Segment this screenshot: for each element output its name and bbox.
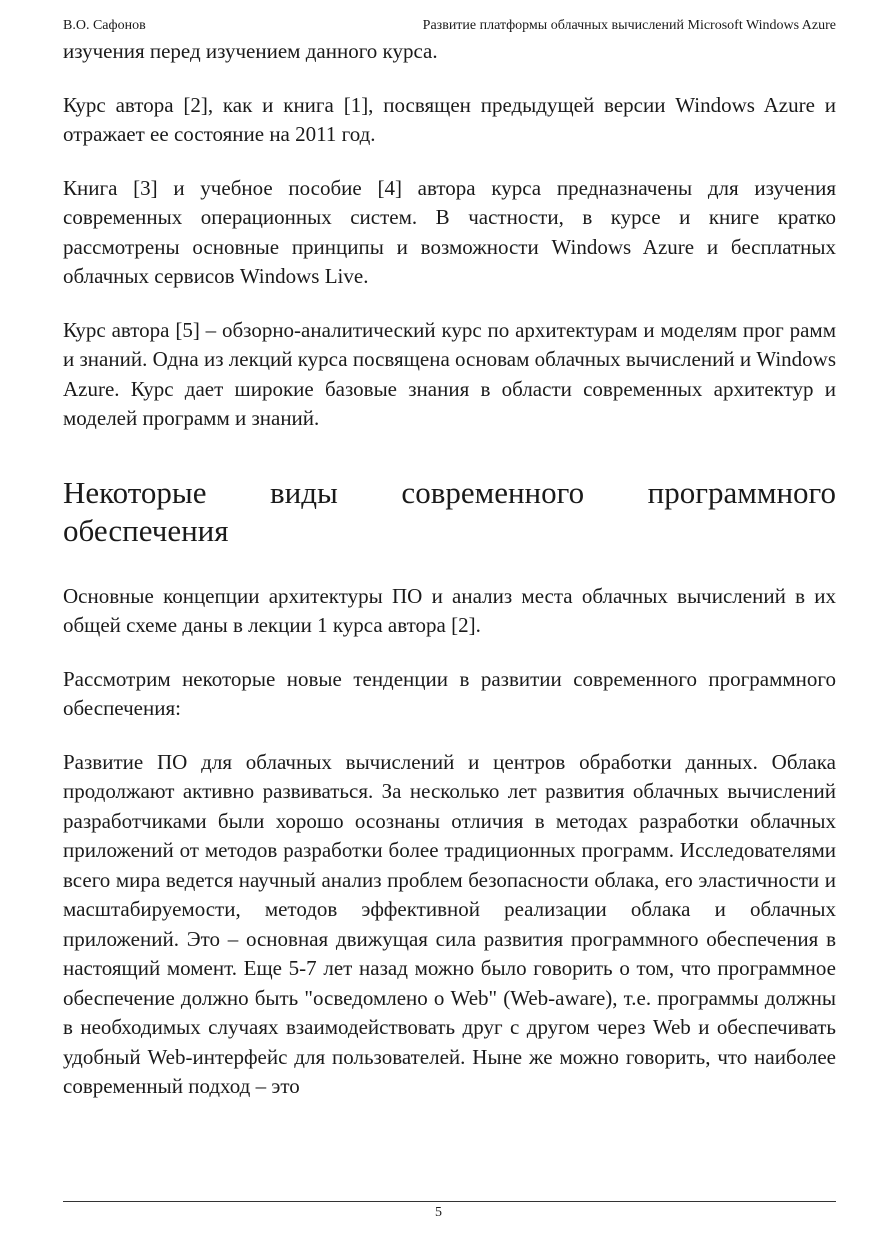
header-title: Развитие платформы облачных вычислений Microsoft Windows Azure: [422, 18, 836, 33]
page-number: 5: [435, 1205, 442, 1220]
paragraph: Курс автора [2], как и книга [1], посвящен предыдущей версии Windows Azure и отражает ее состояние на 2011 год.: [63, 92, 836, 146]
running-header: [63, 16, 836, 36]
section-heading: Некоторые виды современного программного обеспечения: [63, 474, 836, 548]
paragraph: Основные концепции архитектуры ПО и анализ места облачных вычислений в их общей схеме даны в лекции 1 курса автора [2].: [63, 583, 836, 637]
header-author: В.О. Сафонов: [63, 18, 146, 33]
paragraph: Развитие ПО для облачных вычислений и центров обработки данных. Облака продолжают активно развиваться. За несколько лет развития облачных вычислений разработчиками были хорошо осознаны отличия в методах разработки облачных приложений от методов разработки более традиционных программ. Исследователями всего мира ведется научный анализ проблем безопасности облака, его эластичности и масштабируемости, методов эффективной реализации облака и облачных приложений. Это – основная движущая сила развития программного обеспечения в настоящий момент. Еще 5-7 лет назад можно было говорить о том, что программное обеспечение должно быть "осведомлено о Web" (Web-aware), т.е. программы должны в необходимых случаях взаимодействовать друг с другом через Web и обеспечивать удобный Web-интерфейс для пользователей. Ныне же можно говорить, что наиболее современный подход – это: [63, 749, 836, 1098]
paragraph: Книга [3] и учебное пособие [4] автора курса предназначены для изучения современных операционных систем. В частности, в курсе и книге кратко рассмотрены основные принципы и возможности Windows Azure и бесплатных облачных сервисов Windows Live.: [63, 175, 836, 288]
paragraph: Курс автора [5] – обзорно-аналитический курс по архитектурам и моделям прог рамм и знаний. Одна из лекций курса посвящена основам облачных вычислений и Windows Azure. Курс дает широкие базовые знания в области современных архитектур и моделей программ и знаний.: [63, 317, 836, 430]
footer-rule: [63, 1201, 836, 1202]
paragraph: изучения перед изучением данного курса.: [63, 39, 438, 63]
page-body: [63, 37, 836, 1102]
paragraph: Рассмотрим некоторые новые тенденции в развитии современного программного обеспечения:: [63, 666, 836, 720]
